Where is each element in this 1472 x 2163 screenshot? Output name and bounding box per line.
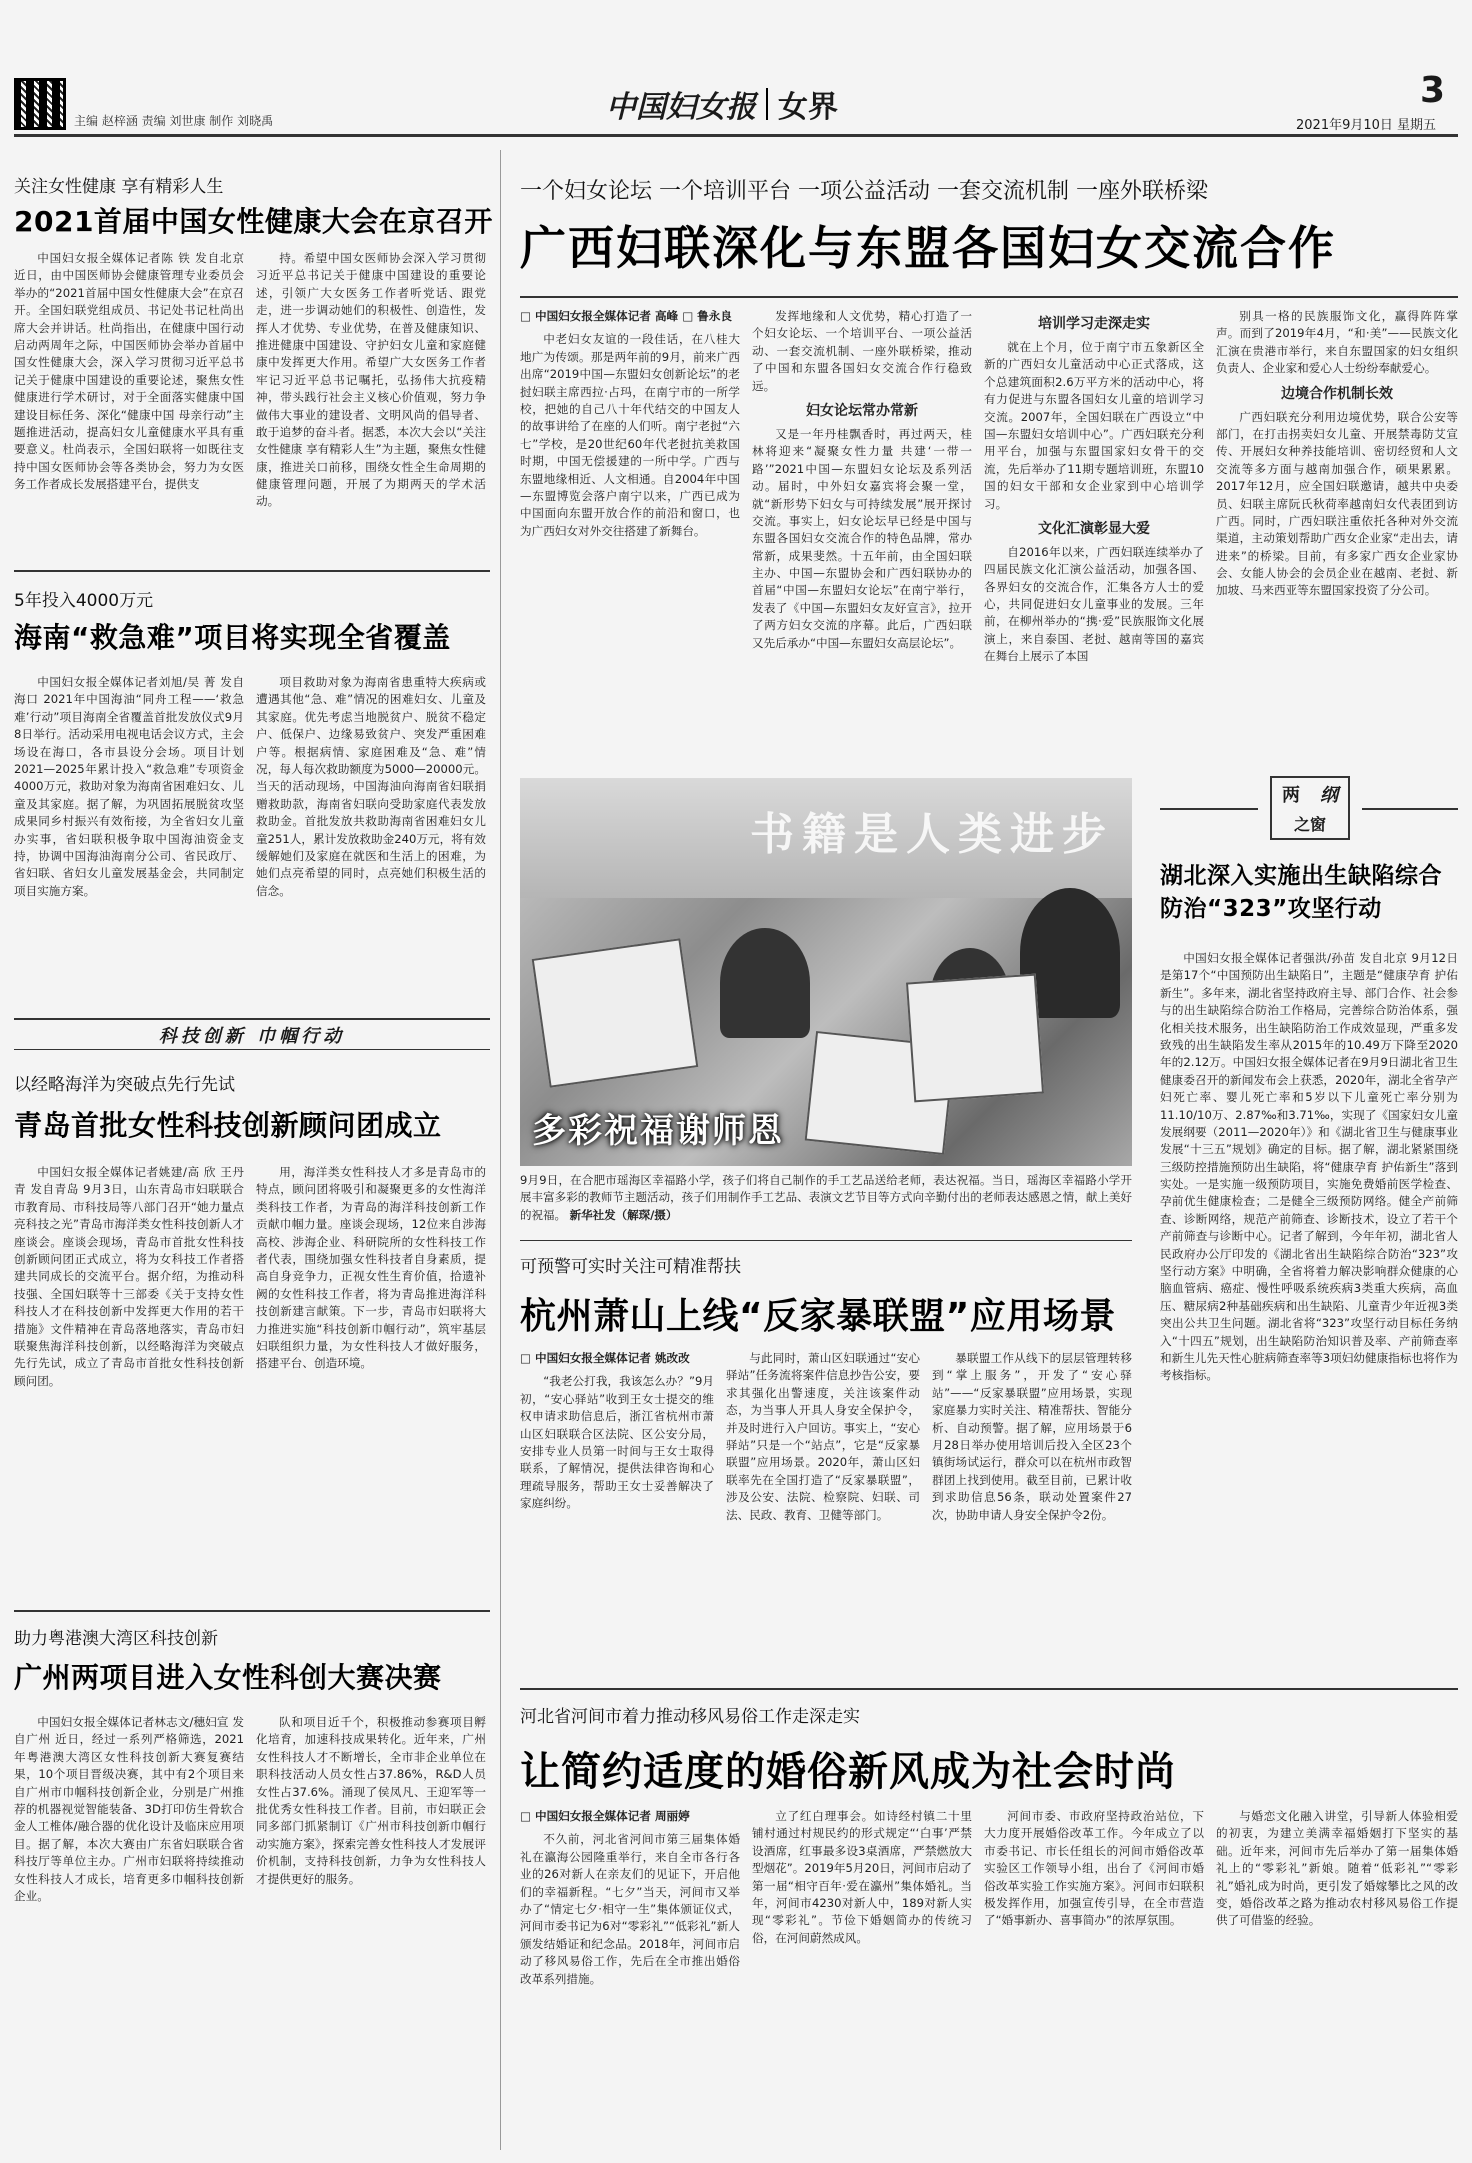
article4-col1: 中国妇女报全媒体记者林志文/穗妇宣 发自广州 近日，经过一系列严格筛选，2021年粤港澳大湾区女性科技创新大赛复赛结果，10个项目晋级决赛，其中有2个项目来自广州市巾帼科技创新企业，分别是广州推荐的机器视觉智能装备、3D打印仿生骨软合金人工椎体/融合器的优化设计及临床应用项目。据了解，本次大赛由广东省妇联联合省科技厅等单位主办。广州市妇联将持续推动女性科技人才成长，培育更多巾帼科技创新企业。: [14, 1715, 244, 1903]
article3-kicker: 以经略海洋为突破点先行先试: [14, 1075, 235, 1095]
masthead-rule: [14, 134, 1458, 137]
article6-col2: 立了红白理事会。如诗经村镇二十里铺村通过村规民约的形式规定“‘白事’严禁设酒席，红事最多设3桌酒席，严禁燃放大型烟花”。2019年5月20日，河间市启动了第一届“相守百年·爱在瀛州”集体婚礼。当年，河间市4230对新人中，189对新人实现“零彩礼”。节俭下婚姻简办的传统习俗，在河间蔚然成风。: [752, 1809, 972, 1945]
sidebar-text: 中国妇女报全媒体记者强洪/孙苗 发自北京 9月12日是第17个“中国预防出生缺陷日”，主题是“健康孕育 护佑新生”。多年来，湖北省坚持政府主导、部门合作、社会参与的出生缺陷综合防治工作格局，完善综合防治体系，强化相关技术服务，出生缺陷防治工作成效显现，严重多发致残的出生缺陷发生率从2015年的10.49万下降至2020年的2.12万。中国妇女报全媒体记者在9月9日湖北省卫生健康委召开的新闻发布会上获悉，2020年，湖北全省孕产妇死亡率、婴儿死亡率和5岁以下儿童死亡率分别为11.10/10万、2.87‰和3.71‰，实现了《国家妇女儿童发展纲要（2011—2020年）》和《湖北省卫生与健康事业发展“十三五”规划》确定的目标。据了解，湖北紧紧围绕三级防控措施预防出生缺陷，将“健康孕育 护佑新生”落到实处。一是实施一级预防项目，实施免费婚前医学检查、孕前优生健康检查；二是健全三级预防网络。健全产前筛查、诊断网络，规范产前筛查、诊断技术，设立了若干个产前筛查与诊断中心。记者了解到，今年年初，湖北省人民政府办公厅印发的《湖北省出生缺陷综合防治“323”攻坚行动方案》中明确，全省将着力解决影响群众健康的心脑血管病、癌症、慢性呼吸系统疾病3类重大疾病，高血压、糖尿病2种基础疾病和出生缺陷、儿童青少年近视3类突出公共卫生问题。湖北省将“323”攻坚行动目标任务纳入“十四五”规划，出生缺陷防治知识普及率、产前筛查率和新生儿先天性心脏病筛查率等3项妇幼健康指标也将作为考核指标。: [1160, 951, 1458, 1383]
sidebar-headline: 湖北深入实施出生缺陷综合防治“323”攻坚行动: [1160, 863, 1442, 923]
qr-code: [14, 78, 66, 130]
column-box-header: [14, 1018, 490, 1050]
article5-headline: 杭州萧山上线“反家暴联盟”应用场景: [520, 1296, 1116, 1337]
article5-col2: 与此同时，萧山区妇联通过“安心驿站”任务流将案件信息抄告公安，要求其强化出警速度，关注该案件动态，为当事人开具人身安全保护令，并及时进行入户回访。事实上，“安心驿站”只是一个“站点”，它是“反家暴联盟”应用场景。2020年，萧山区妇联率先在全国打造了“反家暴联盟”，涉及公安、法院、检察院、妇联、司法、民政、教育、卫健等部门。: [726, 1351, 920, 1522]
main-subhead-4: 边境合作机制长效: [1281, 385, 1393, 402]
article6-col3: 河间市委、市政府坚持政治站位，下大力度开展婚俗改革工作。今年成立了以市委书记、市长任组长的河间市婚俗改革实验区工作领导小组，出台了《河间市婚俗改革实验工作实施方案》。河间市妇联积极发挥作用，加强宣传引导，在全市营造了“婚事新办、喜事简办”的浓厚氛围。: [984, 1809, 1204, 1928]
article4-headline: 广州两项目进入女性科创大赛决赛: [14, 1661, 442, 1694]
staff-credits: 主编 赵梓涵 责编 刘世康 制作 刘晓禹: [74, 114, 274, 128]
main-subhead-1: 妇女论坛常办常新: [806, 402, 918, 419]
article5-kicker: 可预警可实时关注可精准帮扶: [520, 1257, 741, 1277]
main-col3: 培训学习走深走实 就在上个月，位于南宁市五象新区全新的广西妇女儿童活动中心正式落成，这个总建筑面积2.6万平方米的活动中心，将有力促进与东盟各国妇女儿童的培训学习交流。2007年，全国妇联在广西设立“中国—东盟妇女培训中心”。广西妇联充分利用平台，加强与东盟国家妇女骨干的交流，先后举办了11期专题培训班，东盟10国的妇女干部和女企业家到中心培训学习。 文化汇演彰显大爱 自2016年以来，广西妇联连续举办了四届民族文化汇演公益活动，加强各国、各界妇女的交流合作，汇集各方人士的爱心，共同促进妇女儿童事业的发展。三年前，在柳州举办的“携·爱”民族服饰文化展演上，来自泰国、老挝、越南等国的嘉宾在舞台上展示了本国: [984, 316, 1204, 664]
column-box-title: 科技创新 巾帼行动: [158, 1025, 346, 1047]
photo-sign: 书籍是人类进步: [750, 809, 1114, 860]
article4-kicker: 助力粤港澳大湾区科技创新: [14, 1629, 218, 1649]
main-col1: □ 中国妇女报全媒体记者 高峰 □ 鲁永良 中老妇女友谊的一段佳话，在八桂大地广为传颂。那是两年前的9月，前来广西出席“2019中国—东盟妇女创新论坛”的老挝妇联主席西拉·占玛，在南宁市的一所学校，把她的自己八十年代结交的中国友人的故事讲给了在座的人们听。南宁老挝“六七”学校，是20世纪60年代老挝抗美救国时期，中国无偿援建的一所中学。广西与东盟地缘相近、人文相通。自2004年中国—东盟博览会落户南宁以来，广西已成为中国面向东盟开放合作的前沿和窗口，也为广西妇女对外交往搭建了新舞台。: [520, 309, 740, 538]
photo-title: 多彩祝福谢师恩: [532, 1111, 784, 1151]
article6-col1: □ 中国妇女报全媒体记者 周丽婷 不久前，河北省河间市第三届集体婚礼在瀛海公园隆重举行，来自全市各行各业的26对新人在亲友们的见证下，开启他们的幸福新程。“七夕”当天，河间市又举办了“情定七夕·相守一生”集体颁证仪式，河间市委书记为6对“零彩礼”“低彩礼”新人颁发结婚证和纪念品。2018年，河间市启动了移风易俗工作，先后在全市推出婚俗改革系列措施。: [520, 1809, 740, 1986]
article1-col2: 持。希望中国女医师协会深入学习贯彻习近平总书记关于健康中国建设的重要论述，引领广大女医务工作者听党话、跟党走，进一步调动她们的积极性、创造性，发挥人才优势、专业优势，在普及健康知识、推进健康中国建设、守护妇女儿童和家庭健康中发挥更大作用。希望广大女医务工作者牢记习近平总书记嘱托，弘扬伟大抗疫精神，带头践行社会主义核心价值观，努力争做伟大事业的建设者、文明风尚的倡导者、敢于追梦的奋斗者。据悉，本次大会以“关注女性健康 享有精彩人生”为主题，聚焦女性健康，推进关口前移，围绕女性全生命周期的健康管理问题，开展了为期两天的学术活动。: [256, 251, 486, 509]
photo-drawing-3: [906, 974, 1044, 1103]
page-number: 3: [1420, 70, 1446, 111]
article4-col2: 队和项目近千个，积极推动参赛项目孵化培育，加速科技成果转化。近年来，广州女性科技人才不断增长，全市非企业单位在职科技活动人员女性占37.86%，R&D人员女性占37.6%。涌现了侯凤凡、王迎军等一批优秀女性科技工作者。目前，市妇联正会同多部门抓紧制订《广州市科技创新巾帼行动实施方案》，探索完善女性科技人才发展评价机制，支持科技创新，力争为女性科技人才提供更好的服务。: [256, 1715, 486, 1886]
article2-col2: 项目救助对象为海南省患重特大疾病或遭遇其他“急、难”情况的困难妇女、儿童及其家庭。优先考虑当地脱贫户、脱贫不稳定户、低保户、边缘易致贫户、突发严重困难户等。根据病情、家庭困难及“急、难”情况，每人每次救助额度为5000—20000元。当天的活动现场，中国海油向海南省妇联捐赠救助款，海南省妇联向受助家庭代表发放救助金。首批发放共救助海南省困难妇女儿童251人，累计发放救助金240万元，将有效缓解她们及家庭在就医和生活上的困难，为她们点亮希望的同时，点亮她们积极生活的信念。: [256, 675, 486, 898]
main-col2: 发挥地缘和人文优势，精心打造了一个妇女论坛、一个培训平台、一项公益活动、一套交流机制、一座外联桥梁，推动了中国和东盟各国妇女交流合作行稳致远。 妇女论坛常办常新 又是一年丹桂飘香时，再过两天，桂林将迎来“凝聚女性力量 共建‘一带一路’”2021中国—东盟妇女论坛及系列活动。届时，中外妇女嘉宾将会聚一堂，就“新形势下妇女与可持续发展”展开探讨交流。事实上，妇女论坛早已经是中国与东盟各国妇女交流合作的特色品牌，常办常新，成果斐然。十五年前，由全国妇联主办、中国—东盟协会和广西妇联协办的首届“中国—东盟妇女论坛”在南宁举行，发表了《中国—东盟妇女友好宣言》，拉开了两方妇女交流的序幕。此后，广西妇联又先后承办“中国—东盟妇女高层论坛”。: [752, 309, 972, 650]
article5-col3: 暴联盟工作从线下的层层管理转移到“掌上服务”，开发了“安心驿站”——“反家暴联盟”应用场景，实现家庭暴力实时关注、精准帮扶、智能分析、自动预警。据了解，应用场景于6月28日举办使用培训后投入全区23个镇街场试运行，群众可以在杭州市政智群团上找到使用。截至目前，已累计收到求助信息56条，联动处置案件27次，协助申请人身安全保护令2份。: [932, 1351, 1132, 1522]
photo-child-1: [720, 928, 810, 1038]
article2-kicker: 5年投入4000万元: [14, 591, 154, 611]
paper-logo: [606, 82, 838, 126]
section-name: 女界: [778, 90, 838, 125]
article6-kicker: 河北省河间市着力推动移风易俗工作走深走实: [520, 1707, 860, 1727]
main-subhead-2: 培训学习走深走实: [1038, 316, 1150, 332]
article5-byline: □ 中国妇女报全媒体记者 姚改改: [520, 1351, 690, 1365]
article6-headline: 让简约适度的婚俗新风成为社会时尚: [520, 1749, 1176, 1795]
article6-byline: □ 中国妇女报全媒体记者 周丽婷: [520, 1809, 690, 1823]
photo-caption: 9月9日，在合肥市瑶海区幸福路小学，孩子们将自己制作的手工艺品送给老师，表达祝福。当日，瑶海区幸福路小学开展丰富多彩的教师节主题活动，孩子们用制作手工艺品、表演文艺节目等方式向辛勤付出的老师表达感恩之情，献上美好的祝福。 新华社发（解琛/摄）: [520, 1173, 1132, 1222]
article6-col4: 与婚恋文化融入讲堂，引导新人体验相爱的初衷，为建立美满幸福婚姻打下坚实的基础。近年来，河间市先后举办了第一届集体婚礼上的“零彩礼”新娘。随着“低彩礼”“零彩礼”婚礼成为时尚，更引发了婚嫁攀比之风的改变，婚俗改革之路为推动农村移风易俗工作提供了可借鉴的经验。: [1216, 1809, 1458, 1928]
column-divider: [500, 150, 501, 2150]
article5-col1: □ 中国妇女报全媒体记者 姚改改 “我老公打我，我该怎么办？”9月初，“安心驿站”收到王女士提交的维权申请求助信息后，浙江省杭州市萧山区妇联联合区法院、区公安分局，安排专业人员第一时间与王女士取得联系，了解情况，提供法律咨询和心理疏导服务，帮助王女士妥善解决了家庭纠纷。: [520, 1351, 714, 1511]
article3-headline: 青岛首批女性科技创新顾问团成立: [14, 1109, 442, 1142]
article3-col1: 中国妇女报全媒体记者姚建/高 欣 王丹青 发自青岛 9月3日，山东青岛市妇联联合市教育局、市科技局等八部门召开“她力量点亮科技之光”青岛市海洋类女性科技创新人才座谈会。座谈会现场，青岛市首批女性科技创新顾问团正式成立，将为女科技工作者搭建共同成长的交流平台。据介绍，为推动科技强、全国妇联等十三部委《关于支持女性科技人才在科技创新中发挥更大作用的若干措施》文件精神在青岛落地落实，青岛市妇联聚焦海洋科技创新，以经略海洋为突破点先行先试，成立了青岛市首批女性科技创新顾问团。: [14, 1165, 244, 1388]
paper-name: 中国妇女报: [606, 90, 756, 125]
news-photo: [520, 778, 1132, 1166]
photo-credit: 新华社发（解琛/摄）: [569, 1207, 678, 1222]
main-kicker: 一个妇女论坛 一个培训平台 一项公益活动 一套交流机制 一座外联桥梁: [520, 179, 1208, 204]
main-col4: 别具一格的民族服饰文化，赢得阵阵掌声。而到了2019年4月，“和·美”——民族文化汇演在贵港市举行，来自东盟国家的妇女组织负责人、企业家和爱心人士纷纷奉献爱心。 边境合作机制长效 广西妇联充分利用边境优势，联合公安等部门，在打击拐卖妇女儿童、开展禁毒防艾宣传、开展妇女种养技能培训、密切经贸和人文交流等多方面与越南加强合作，硕果累累。2017年12月，应全国妇联邀请，越共中央委员、妇联主席阮氏秋荷率越南妇女代表团到访广西。同时，广西妇联注重依托各种对外交流渠道，主动策划帮助广西女企业家“走出去，请进来”的桥梁。目前，有多家广西女企业家协会、女能人协会的会员企业在越南、老挝、新加坡、马来西亚等东盟国家投资了分公司。: [1216, 309, 1458, 598]
photo-drawing-1: [532, 938, 699, 1088]
article3-col2: 用，海洋类女性科技人才多是青岛市的特点，顾问团将吸引和凝聚更多的女性海洋类科技工作者，为青岛的海洋科技创新工作贡献巾帼力量。座谈会现场，12位来自涉海高校、涉海企业、科研院所的女性科技工作者代表，围绕加强女性科技者自身素质，提高自身竞争力，正视女性生育价值，拾遗补阙的女性科技工作者，将为青岛推进海洋科技创新建言献策。下一步，青岛市妇联将大力推进实施“科技创新巾帼行动”，筑牢基层妇联组织力量，为女性科技人才做好服务，搭建平台、创造环境。: [256, 1165, 486, 1371]
article2-col1: 中国妇女报全媒体记者刘旭/吴 菁 发自海口 2021年中国海油“同舟工程——‘救急难’行动”项目海南全省覆盖首批发放仪式9月8日举行。活动采用电视电话会议方式，主会场设在海口，各市县设分会场。项目计划2021—2025年累计投入“救急难”专项资金4000万元，救助对象为海南省困难妇女、儿童及其家庭。据了解，为巩固拓展脱贫攻坚成果同乡村振兴有效衔接，为全省妇女儿童办实事，省妇联积极争取中国海油资金支持，协调中国海油海南分公司、省民政厅、省妇联、省妇女儿童发展基金会，共同制定项目实施方案。: [14, 675, 244, 898]
article1-kicker: 关注女性健康 享有精彩人生: [14, 177, 224, 197]
main-byline: □ 中国妇女报全媒体记者 高峰 □ 鲁永良: [520, 309, 732, 323]
main-subhead-3: 文化汇演彰显大爱: [1038, 520, 1150, 537]
issue-date: 2021年9月10日 星期五: [1296, 118, 1437, 133]
article1-headline: 2021首届中国女性健康大会在京召开: [14, 205, 493, 238]
main-headline: 广西妇联深化与东盟各国妇女交流合作: [520, 221, 1336, 275]
article1-col1: 中国妇女报全媒体记者陈 铁 发自北京 近日，由中国医师协会健康管理专业委员会举办的“2021首届中国女性健康大会”在京召开。全国妇联党组成员、书记处书记杜尚出席大会并讲话。杜尚指出，在健康中国行动启动两周年之际，中国医师协会举办首届中国女性健康大会，深入学习贯彻习近平总书记关于健康中国建设的重要论述，聚焦女性健康进行学术研讨，对于全面落实健康中国建设目标任务、深化“健康中国 母亲行动”主题推进活动，提高妇女儿童健康水平具有重要意义。杜尚表示，全国妇联将一如既往支持中国女医师协会等各类协会，努力为女医务工作者成长发展搭建平台，提供支: [14, 251, 244, 492]
article2-headline: 海南“救急难”项目将实现全省覆盖: [14, 621, 451, 654]
sidebar-tag: 两 纲 之窗: [1270, 776, 1350, 840]
